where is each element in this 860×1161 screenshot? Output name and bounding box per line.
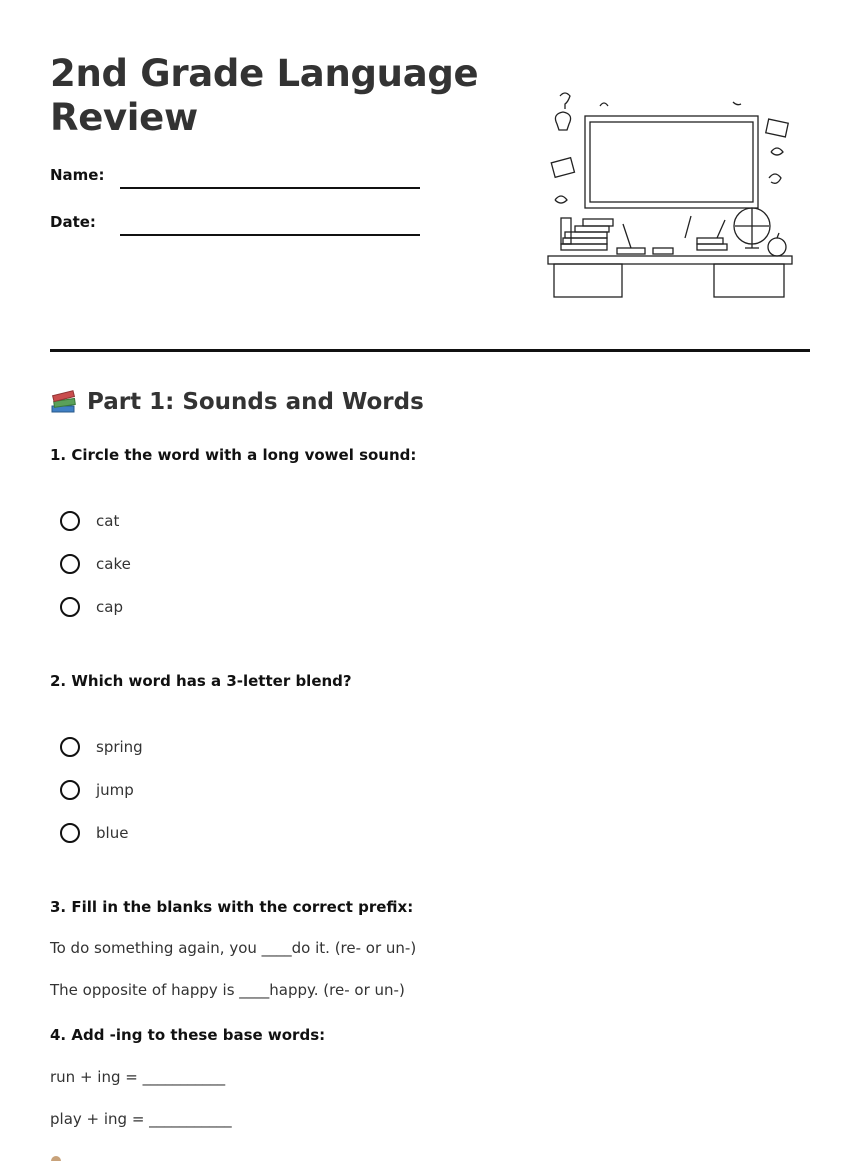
name-label: Name: bbox=[50, 166, 105, 184]
name-field-line[interactable] bbox=[120, 187, 420, 189]
radio-circle[interactable] bbox=[60, 780, 80, 800]
question-2-option[interactable] bbox=[60, 780, 134, 800]
section-heading bbox=[50, 388, 424, 416]
option-label: blue bbox=[96, 824, 129, 842]
date-field-line[interactable] bbox=[120, 234, 420, 236]
question-4-line: play + ing = ___________ bbox=[50, 1110, 232, 1128]
worksheet-title: 2nd Grade Language Review bbox=[50, 52, 479, 139]
question-1-option[interactable] bbox=[60, 511, 119, 531]
header-divider bbox=[50, 349, 810, 352]
question-3-prompt: 3. Fill in the blanks with the correct prefix: bbox=[50, 898, 414, 916]
question-2-option[interactable] bbox=[60, 823, 128, 843]
radio-circle[interactable] bbox=[60, 823, 80, 843]
question-2-option[interactable] bbox=[60, 737, 143, 757]
question-3-line: The opposite of happy is ____happy. (re- or un-) bbox=[50, 981, 405, 999]
option-label: cake bbox=[96, 555, 131, 573]
radio-circle[interactable] bbox=[60, 511, 80, 531]
radio-circle[interactable] bbox=[60, 737, 80, 757]
classroom-illustration bbox=[545, 88, 795, 303]
question-1-option[interactable] bbox=[60, 597, 123, 617]
next-section-icon bbox=[51, 1156, 61, 1161]
question-4-prompt: 4. Add -ing to these base words: bbox=[50, 1026, 326, 1044]
question-4-line: run + ing = ___________ bbox=[50, 1068, 226, 1086]
section-title: Part 1: Sounds and Words bbox=[87, 389, 424, 415]
radio-circle[interactable] bbox=[60, 597, 80, 617]
option-label: cat bbox=[96, 512, 120, 530]
question-3-line: To do something again, you ____do it. (re- or un-) bbox=[50, 939, 417, 957]
question-2-prompt: 2. Which word has a 3-letter blend? bbox=[50, 672, 352, 690]
question-1-prompt: 1. Circle the word with a long vowel sound: bbox=[50, 446, 417, 464]
books-icon bbox=[50, 388, 78, 416]
question-1-option[interactable] bbox=[60, 554, 131, 574]
radio-circle[interactable] bbox=[60, 554, 80, 574]
date-label: Date: bbox=[50, 213, 96, 231]
option-label: spring bbox=[96, 738, 143, 756]
option-label: cap bbox=[96, 598, 123, 616]
option-label: jump bbox=[96, 781, 134, 799]
